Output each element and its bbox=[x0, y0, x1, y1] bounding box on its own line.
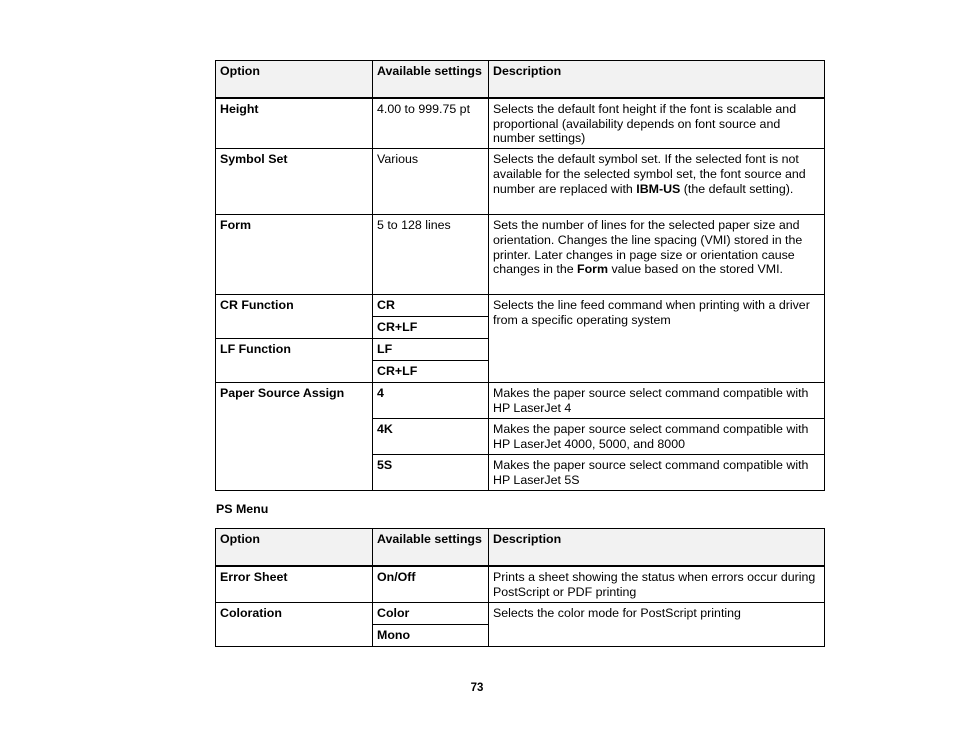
header-description: Description bbox=[489, 529, 825, 567]
description-cell: Makes the paper source select command compatible with HP LaserJet 4 bbox=[489, 383, 825, 419]
description-cell: Prints a sheet showing the status when errors occur during PostScript or PDF printing bbox=[489, 566, 825, 603]
description-cell: Selects the color mode for PostScript printing bbox=[489, 603, 825, 647]
description-cell: Selects the line feed command when printing with a driver from a specific operating system bbox=[489, 295, 825, 383]
description-cell bbox=[489, 215, 825, 295]
header-option: Option bbox=[216, 529, 373, 567]
description-text: (the default setting). bbox=[680, 181, 794, 196]
setting-cell: 4.00 to 999.75 pt bbox=[373, 98, 489, 149]
option-cell: Symbol Set bbox=[216, 149, 373, 215]
setting-cell: 5S bbox=[373, 455, 489, 491]
setting-cell: CR bbox=[373, 295, 489, 317]
table-header-row bbox=[216, 61, 825, 99]
setting-cell: LF bbox=[373, 339, 489, 361]
option-cell: Form bbox=[216, 215, 373, 295]
option-cell: Coloration bbox=[216, 603, 373, 647]
description-cell: Makes the paper source select command compatible with HP LaserJet 4000, 5000, and 8000 bbox=[489, 419, 825, 455]
setting-cell: 4K bbox=[373, 419, 489, 455]
table-row bbox=[216, 98, 825, 149]
description-text: value based on the stored VMI. bbox=[608, 262, 783, 277]
table-row bbox=[216, 295, 825, 317]
option-cell: CR Function bbox=[216, 295, 373, 339]
setting-cell: On/Off bbox=[373, 566, 489, 603]
option-cell: LF Function bbox=[216, 339, 373, 383]
option-cell: Paper Source Assign bbox=[216, 383, 373, 491]
setting-cell: CR+LF bbox=[373, 361, 489, 383]
header-available-settings: Available settings bbox=[373, 61, 489, 99]
description-cell: Selects the default font height if the font is scalable and proportional (availability depends on font source and number settings) bbox=[489, 98, 825, 149]
header-available-settings: Available settings bbox=[373, 529, 489, 567]
setting-cell: Color bbox=[373, 603, 489, 625]
setting-cell: CR+LF bbox=[373, 317, 489, 339]
option-cell: Height bbox=[216, 98, 373, 149]
setting-cell: Various bbox=[373, 149, 489, 215]
header-option: Option bbox=[216, 61, 373, 99]
table-row bbox=[216, 383, 825, 419]
header-description: Description bbox=[489, 61, 825, 99]
page-number: 73 bbox=[470, 682, 484, 694]
description-text: Selects the default symbol set. If the selected font is not available for the selected symbol set, the font source and number are replaced with bbox=[493, 152, 806, 196]
pcl-settings-table bbox=[215, 60, 825, 491]
option-cell: Error Sheet bbox=[216, 566, 373, 603]
table-row bbox=[216, 603, 825, 625]
table-row bbox=[216, 149, 825, 215]
description-text: Sets the number of lines for the selected paper size and orientation. Changes the line spacing (VMI) stored in the printer. Later changes in page size or orientation cause changes in the bbox=[493, 218, 803, 277]
table-header-row bbox=[216, 529, 825, 567]
table-row bbox=[216, 215, 825, 295]
ps-settings-table bbox=[215, 528, 825, 647]
description-cell bbox=[489, 149, 825, 215]
ps-menu-heading: PS Menu bbox=[216, 502, 269, 516]
table-row bbox=[216, 566, 825, 603]
description-cell: Makes the paper source select command compatible with HP LaserJet 5S bbox=[489, 455, 825, 491]
setting-cell: 5 to 128 lines bbox=[373, 215, 489, 295]
description-bold-term: IBM-US bbox=[636, 181, 681, 196]
description-bold-term: Form bbox=[577, 262, 609, 277]
setting-cell: Mono bbox=[373, 625, 489, 647]
setting-cell: 4 bbox=[373, 383, 489, 419]
